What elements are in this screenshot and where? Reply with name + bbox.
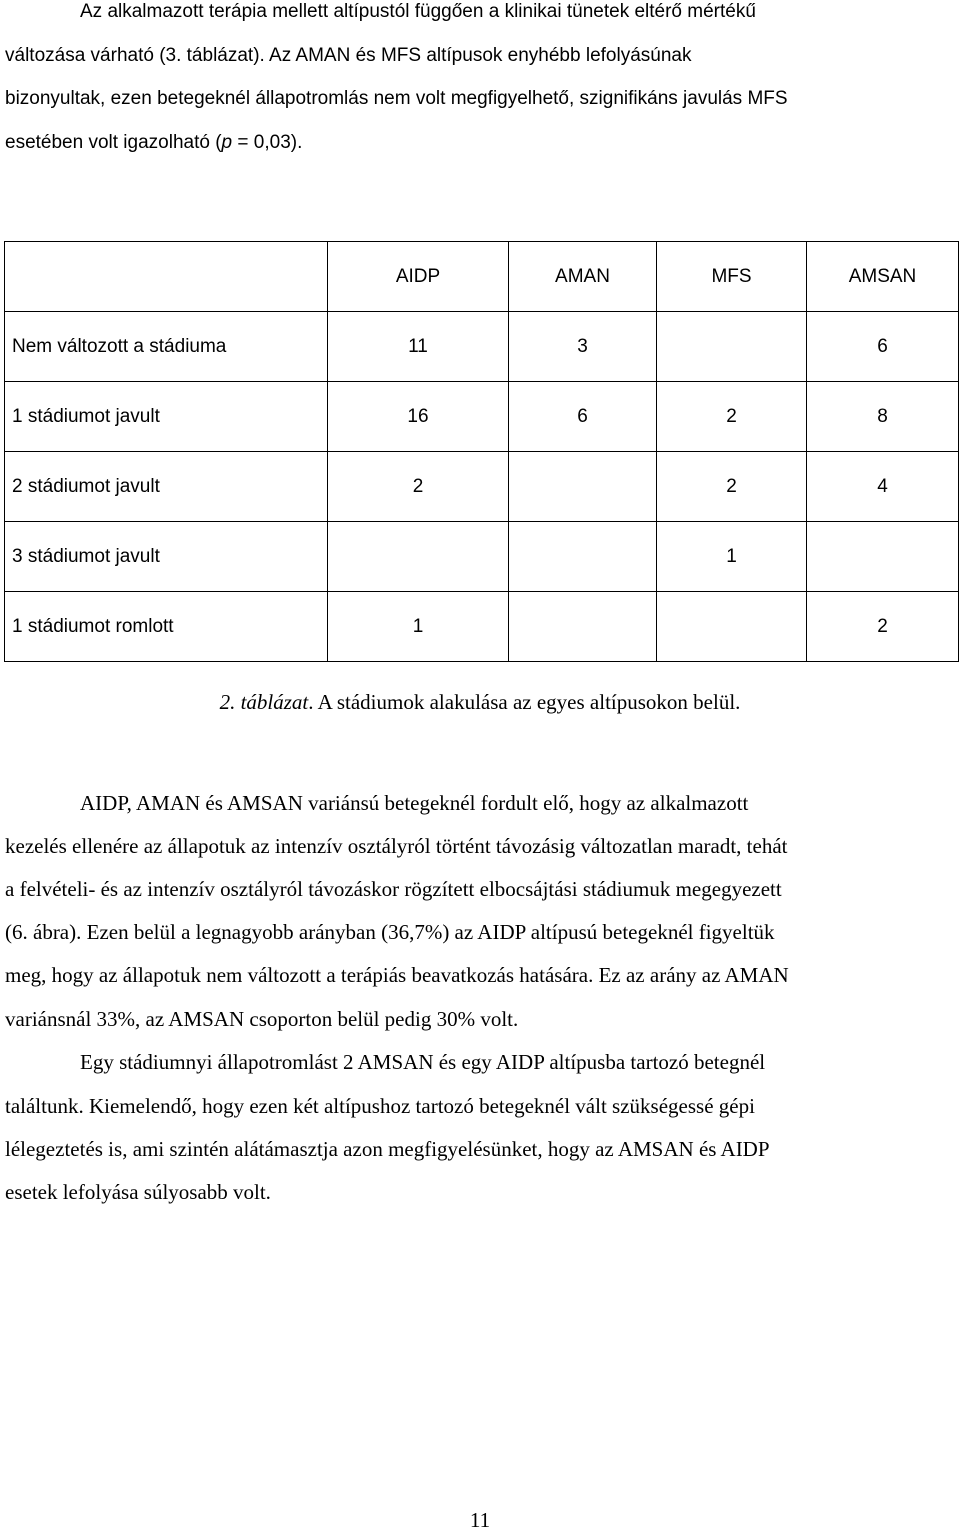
table-cell: 1	[657, 522, 807, 592]
table-caption	[0, 692, 960, 713]
table-cell	[807, 522, 959, 592]
paragraph-line: találtunk. Kiemelendő, hogy ezen két altípushoz tartozó betegeknél vált szükségessé gépi	[5, 1094, 755, 1118]
table-caption-text: . A stádiumok alakulása az egyes altípusokon belül.	[308, 690, 741, 714]
table-cell: 2	[807, 592, 959, 662]
paragraph-line: esetek lefolyása súlyosabb volt.	[5, 1180, 271, 1204]
table-cell	[657, 592, 807, 662]
table-header-cell: AMAN	[509, 242, 657, 312]
table-cell	[657, 312, 807, 382]
table-row-label: Nem változott a stádiuma	[5, 312, 328, 382]
table-row	[5, 312, 959, 382]
table-header-cell: MFS	[657, 242, 807, 312]
table-cell: 2	[657, 452, 807, 522]
table-cell: 16	[328, 382, 509, 452]
table-caption-label: 2. táblázat	[219, 690, 309, 714]
paragraph-line: AIDP, AMAN és AMSAN variánsú betegeknél fordult elő, hogy az alkalmazott	[80, 791, 749, 815]
paragraph-line: (6. ábra). Ezen belül a legnagyobb arányban (36,7%) az AIDP altípusú betegeknél figyeltük	[5, 920, 775, 944]
table-row-label: 2 stádiumot javult	[5, 452, 328, 522]
paragraph-line: kezelés ellenére az állapotuk az intenzív osztályról történt távozásig változatlan maradt, tehát	[5, 834, 788, 858]
paragraph-line: Egy stádiumnyi állapotromlást 2 AMSAN és egy AIDP altípusba tartozó betegnél	[80, 1050, 766, 1074]
table-cell: 2	[657, 382, 807, 452]
table-row	[5, 382, 959, 452]
table-row-label: 3 stádiumot javult	[5, 522, 328, 592]
intro-line-1: Az alkalmazott terápia mellett altípustól függően a klinikai tünetek eltérő mértékű	[80, 1, 756, 22]
table-cell: 8	[807, 382, 959, 452]
table-header-cell: AIDP	[328, 242, 509, 312]
table-cell: 2	[328, 452, 509, 522]
page-number: 11	[469, 1508, 491, 1532]
intro-line-4	[5, 133, 302, 152]
intro-line-4-post: = 0,03).	[232, 132, 303, 153]
table-cell: 6	[509, 382, 657, 452]
table-header-row	[5, 242, 959, 312]
table-cell: 11	[328, 312, 509, 382]
table-header-cell-empty	[5, 242, 328, 312]
table-cell	[509, 592, 657, 662]
table-row	[5, 592, 959, 662]
table-row-label: 1 stádiumot javult	[5, 382, 328, 452]
table-cell: 4	[807, 452, 959, 522]
table-cell: 3	[509, 312, 657, 382]
table-row-label: 1 stádiumot romlott	[5, 592, 328, 662]
paragraph-line: meg, hogy az állapotuk nem változott a terápiás beavatkozás hatására. Ez az arány az AMAN	[5, 963, 789, 987]
table-header-cell: AMSAN	[807, 242, 959, 312]
intro-line-2: változása várható (3. táblázat). Az AMAN és MFS altípusok enyhébb lefolyásúnak	[5, 45, 692, 66]
paragraph-line: lélegeztetés is, ami szintén alátámasztja azon megfigyelésünket, hogy az AMSAN és AIDP	[5, 1137, 770, 1161]
intro-line-4-pre: esetében volt igazolható (	[5, 132, 222, 153]
paragraph-line: variánsnál 33%, az AMSAN csoporton belül pedig 30% volt.	[5, 1007, 519, 1031]
stage-table	[4, 241, 959, 662]
table-row	[5, 452, 959, 522]
table-cell	[328, 522, 509, 592]
intro-line-3: bizonyultak, ezen betegeknél állapotromlás nem volt megfigyelhető, szignifikáns javulás MFS	[5, 88, 788, 109]
table-cell	[509, 522, 657, 592]
table-row	[5, 522, 959, 592]
paragraph-line: a felvételi- és az intenzív osztályról távozáskor rögzített elbocsájtási stádiumuk megegyezett	[5, 877, 782, 901]
table-cell	[509, 452, 657, 522]
p-symbol: p	[221, 132, 233, 153]
table-cell: 1	[328, 592, 509, 662]
table-cell: 6	[807, 312, 959, 382]
